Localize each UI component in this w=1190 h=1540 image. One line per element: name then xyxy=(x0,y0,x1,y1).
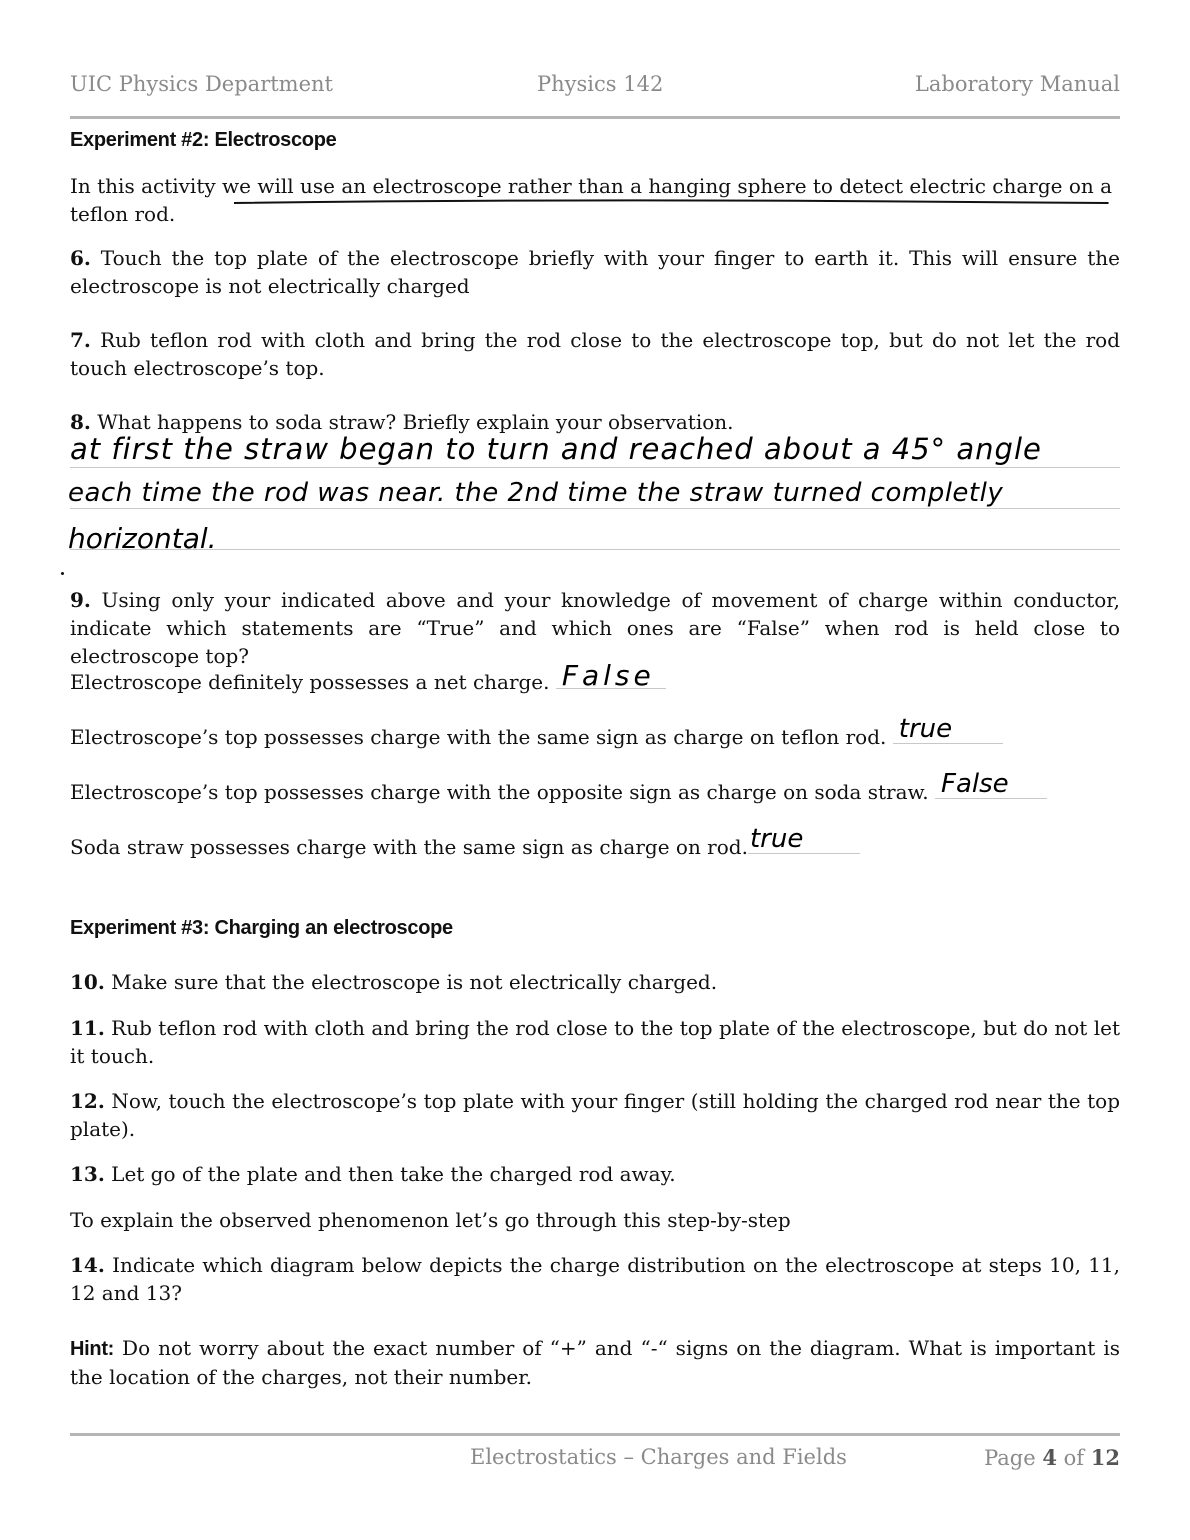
step-11-text: Rub teflon rod with cloth and bring the rod close to the top plate of the electroscope, but do not let it touch. xyxy=(70,1016,1120,1068)
experiment-2-title: Experiment #2: Electroscope xyxy=(70,129,337,151)
handwritten-answer-line-1: at first the straw began to turn and reached about a 45° angle xyxy=(70,432,1042,466)
step-6 xyxy=(70,244,1120,300)
answer-line-3 xyxy=(70,549,1120,550)
step-9-number: 9. xyxy=(70,588,91,612)
hint xyxy=(70,1334,1120,1391)
step-12 xyxy=(70,1087,1120,1143)
of-word: of xyxy=(1063,1446,1085,1470)
statement-1-answer: False xyxy=(561,659,655,692)
answer-line-2 xyxy=(70,508,1120,509)
step-10-text: Make sure that the electroscope is not electrically charged. xyxy=(111,970,718,994)
step-14-number: 14. xyxy=(70,1253,105,1277)
step-7 xyxy=(70,326,1120,382)
step-11 xyxy=(70,1014,1120,1070)
step-9 xyxy=(70,586,1120,670)
ink-dot xyxy=(61,572,64,575)
page-word: Page xyxy=(984,1446,1036,1470)
step-13-text: Let go of the plate and then take the charged rod away. xyxy=(111,1162,676,1186)
statement-4-text: Soda straw possesses charge with the same sign as charge on rod. xyxy=(70,835,748,859)
header-department: UIC Physics Department xyxy=(70,72,333,96)
statement-3-blank[interactable] xyxy=(935,769,1047,799)
header-divider xyxy=(70,116,1120,119)
handwritten-answer-line-2: each time the rod was near. the 2nd time the straw turned completly xyxy=(68,478,1004,508)
hint-text: Do not worry about the exact number of “+” and “-“ signs on the diagram. What is important is the location of the charges, not their number. xyxy=(70,1336,1120,1389)
step-14 xyxy=(70,1251,1120,1307)
header-manual: Laboratory Manual xyxy=(914,72,1120,96)
statement-3-answer: False xyxy=(941,769,1009,799)
step-6-number: 6. xyxy=(70,246,91,270)
page-total: 12 xyxy=(1090,1445,1120,1470)
statement-2-text: Electroscope’s top possesses charge with the same sign as charge on teflon rod. xyxy=(70,725,887,749)
step-10-number: 10. xyxy=(70,970,105,994)
step-14-text: Indicate which diagram below depicts the charge distribution on the electroscope at steps 10, 11, 12 and 13? xyxy=(70,1253,1120,1305)
handwritten-answer-line-3: horizontal. xyxy=(68,522,217,555)
statement-1 xyxy=(70,659,1120,696)
statement-3 xyxy=(70,769,1120,806)
step-7-text: Rub teflon rod with cloth and bring the rod close to the electroscope top, but do not let the rod touch electroscope’s top. xyxy=(70,328,1121,380)
step-7-number: 7. xyxy=(70,328,91,352)
footer-title: Electrostatics – Charges and Fields xyxy=(470,1445,847,1469)
step-8-text: What happens to soda straw? Briefly explain your observation. xyxy=(97,410,734,434)
statement-4-answer: true xyxy=(749,824,804,854)
step-8-number: 8. xyxy=(70,410,91,434)
statement-2 xyxy=(70,714,1120,751)
experiment-2-intro: In this activity we will use an electroscope rather than a hanging sphere to detect electric charge on a teflon rod. xyxy=(70,174,1113,226)
step-9-text: Using only your indicated above and your knowledge of movement of charge within conductor, indicate which statements are “True” and which ones are “False” when rod is held close to electroscope top? xyxy=(70,588,1120,668)
step-12-text: Now, touch the electroscope’s top plate with your finger (still holding the charged rod near the top plate). xyxy=(70,1089,1121,1141)
explain-text: To explain the observed phenomenon let’s go through this step-by-step xyxy=(70,1208,791,1232)
statement-1-text: Electroscope definitely possesses a net charge. xyxy=(70,670,550,694)
statement-1-blank[interactable] xyxy=(556,659,666,692)
page-current: 4 xyxy=(1042,1445,1057,1470)
statement-2-blank[interactable] xyxy=(893,714,1003,744)
step-11-number: 11. xyxy=(70,1016,105,1040)
statement-4-blank[interactable] xyxy=(748,824,860,854)
pen-underline xyxy=(230,196,1110,208)
footer-divider xyxy=(70,1433,1120,1436)
answer-line-1 xyxy=(70,467,1120,468)
statement-3-text: Electroscope’s top possesses charge with the opposite sign as charge on soda straw. xyxy=(70,780,929,804)
step-13 xyxy=(70,1160,1120,1188)
step-13-number: 13. xyxy=(70,1162,105,1186)
statement-2-answer: true xyxy=(898,714,953,744)
footer-page-number xyxy=(984,1445,1120,1470)
step-6-text: Touch the top plate of the electroscope briefly with your finger to earth it. This will ensure the electroscope is not electrically charged xyxy=(70,246,1120,298)
header-course: Physics 142 xyxy=(537,72,664,96)
statement-4 xyxy=(70,824,1120,861)
experiment-3-title: Experiment #3: Charging an electroscope xyxy=(70,917,453,939)
step-12-number: 12. xyxy=(70,1089,105,1113)
step-10 xyxy=(70,968,1120,996)
hint-label: Hint: xyxy=(70,1338,115,1360)
